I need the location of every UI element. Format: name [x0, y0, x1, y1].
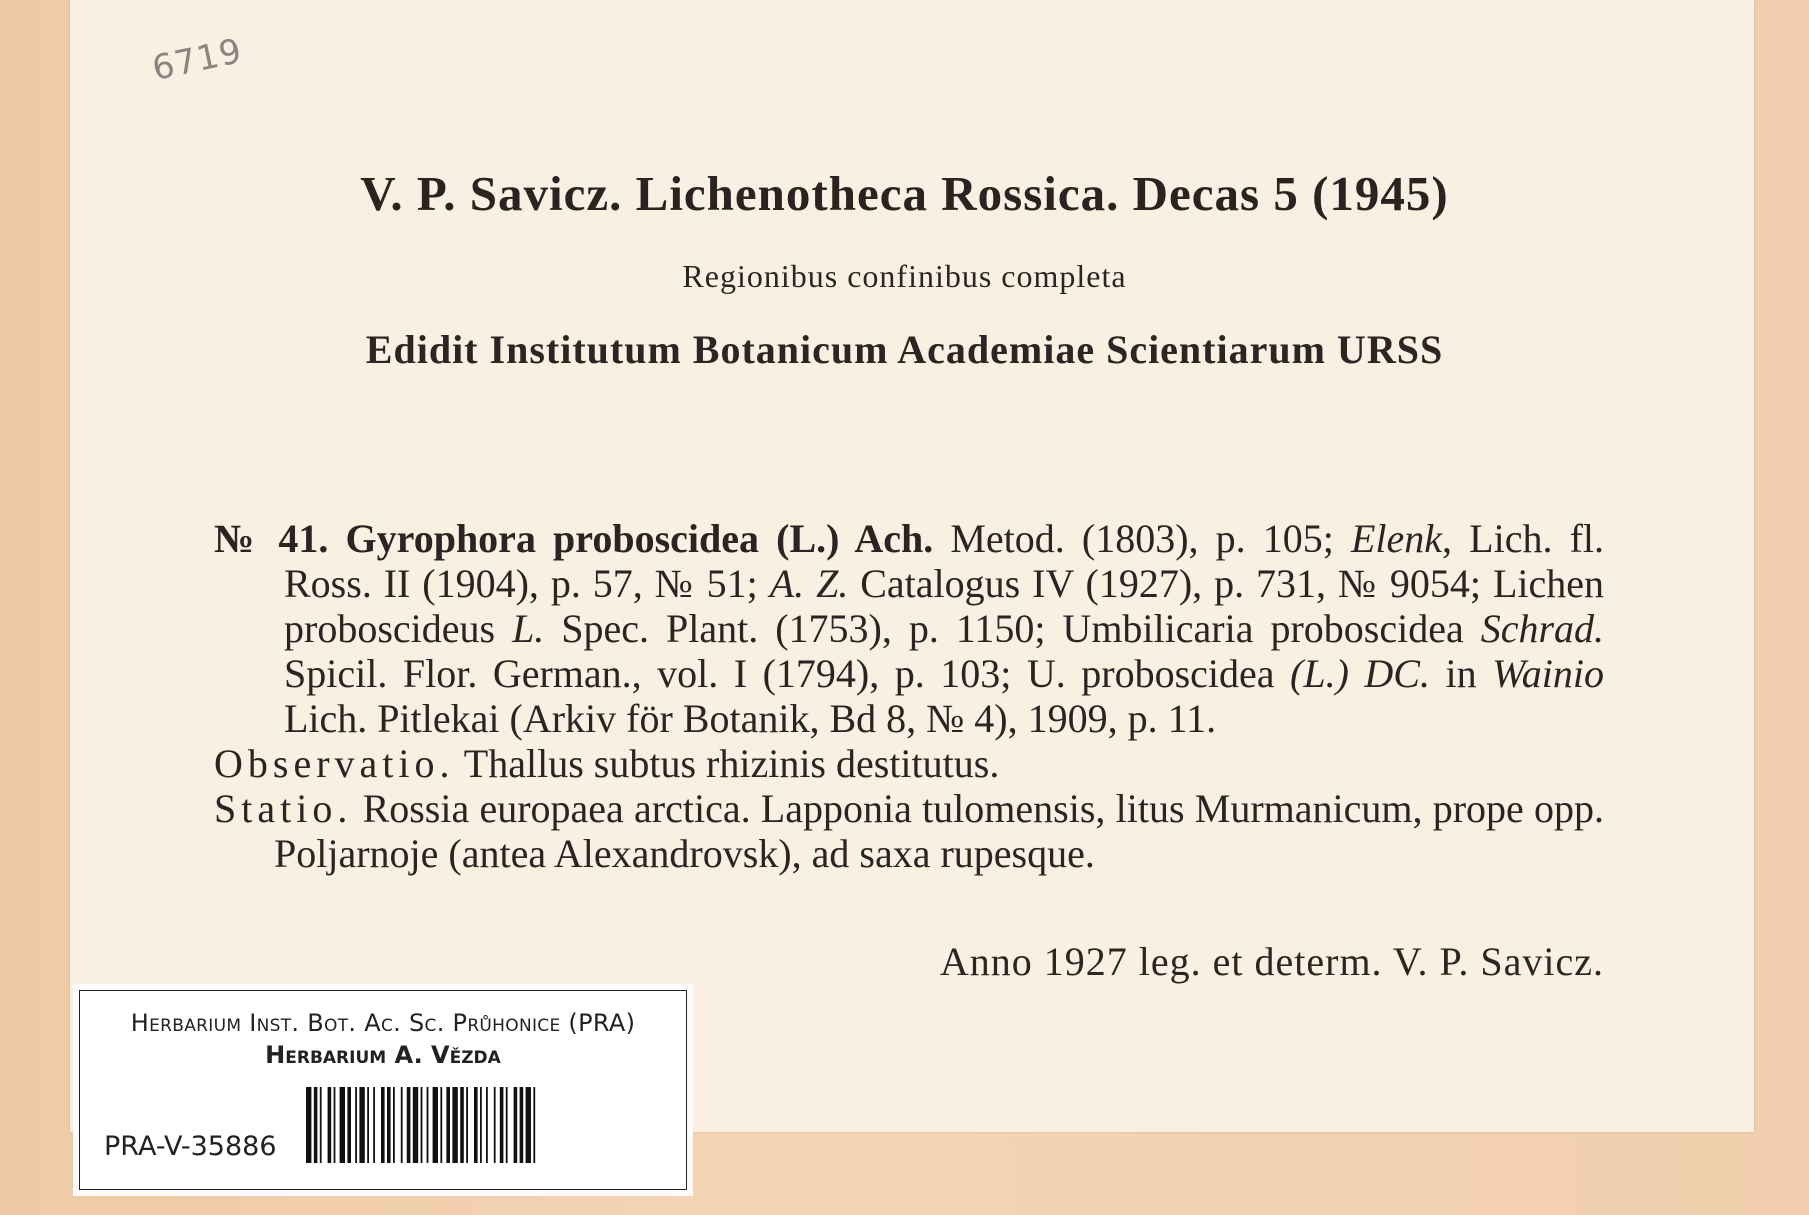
barcode-bar: [328, 1087, 332, 1163]
entry-ref7: Lich. Pitlekai (Arkiv för Botanik, Bd 8, № 4), 1909, p. 11.: [284, 696, 1217, 741]
barcode-bar: [486, 1087, 488, 1163]
barcode-bar: [433, 1087, 438, 1163]
barcode-bar: [314, 1087, 318, 1163]
barcode-bar: [407, 1087, 411, 1163]
entry-citation: [214, 516, 1604, 741]
barcode-icon: [306, 1087, 664, 1163]
specimen-entry: [214, 516, 1604, 876]
barcode-bar: [421, 1087, 423, 1163]
barcode-bar: [367, 1087, 369, 1163]
label-title: V. P. Savicz. Lichenotheca Rossica. Decas 5 (1945): [360, 166, 1449, 221]
barcode-bar: [340, 1087, 345, 1163]
observatio-label: Observatio.: [214, 741, 455, 786]
observatio-text: Thallus subtus rhizinis destitutus.: [454, 741, 1000, 786]
barcode-bar: [474, 1087, 478, 1163]
barcode-bar: [514, 1087, 518, 1163]
entry-ref6: in: [1430, 651, 1493, 696]
label-subtitle: Regionibus confinibus completa: [682, 258, 1127, 294]
handwritten-number: 6719: [148, 31, 246, 89]
entry-ref4: Spec. Plant. (1753), p. 1150; Umbilicaria proboscidea: [544, 606, 1481, 651]
barcode-bar: [359, 1087, 364, 1163]
barcode-bar: [480, 1087, 482, 1163]
barcode-bar: [460, 1087, 464, 1163]
barcode-bar: [520, 1087, 524, 1163]
barcode-bar: [334, 1087, 336, 1163]
herbarium-collection: Herbarium A. Vězda: [265, 1041, 501, 1069]
entry-ref1-author: Elenk: [1350, 516, 1443, 561]
herbarium-institute: Herbarium Inst. Bot. Ac. Sc. Průhonice (PRA): [130, 1009, 636, 1037]
barcode-bar: [494, 1087, 496, 1163]
barcode-bar: [427, 1087, 429, 1163]
barcode-bar: [452, 1087, 457, 1163]
barcode-bar: [355, 1087, 357, 1163]
barcode-bar: [500, 1087, 504, 1163]
entry-ref4-author: Schrad.: [1480, 606, 1605, 651]
entry-ref3: Catalogus IV (1927), p. 731, № 9054; Lichen proboscideus: [284, 561, 1605, 651]
herbarium-label: [79, 990, 687, 1190]
entry-ref2: , Lich. fl. Ross. II (1904), p. 57, № 51;: [284, 516, 1605, 606]
specimen-id: PRA-V-35886: [104, 1131, 277, 1162]
entry-ref1: Metod. (1803), p. 105;: [933, 516, 1351, 561]
entry-ref6-author: Wainio: [1492, 651, 1604, 696]
barcode-bar: [320, 1087, 322, 1163]
barcode-bar: [506, 1087, 508, 1163]
barcode-bar: [466, 1087, 468, 1163]
barcode-bar: [347, 1087, 351, 1163]
entry-number: № 41.: [214, 516, 329, 561]
barcode-bar: [387, 1087, 391, 1163]
entry-ref3-author: L.: [512, 606, 545, 651]
barcode-bar: [533, 1087, 535, 1163]
entry-taxon: Gyrophora proboscidea (L.) Ach.: [345, 516, 934, 561]
barcode-bar: [393, 1087, 395, 1163]
barcode-bar: [413, 1087, 418, 1163]
collector-line: Anno 1927 leg. et determ. V. P. Savicz.: [939, 939, 1604, 984]
entry-ref2-author: A. Z.: [769, 561, 849, 606]
barcode-bar: [446, 1087, 450, 1163]
statio-text: Rossia europaea arctica. Lapponia tulomensis, litus Murmanicum, prope opp. Poljarnoje (antea Alexandrovsk), ad saxa rupesque.: [274, 786, 1604, 876]
barcode-bar: [381, 1087, 385, 1163]
statio-label: Statio.: [214, 786, 353, 831]
entry-observatio: [214, 741, 1604, 786]
entry-ref5: Spicil. Flor. German., vol. I (1794), p. 103; U. proboscidea: [284, 651, 1291, 696]
barcode-bar: [401, 1087, 403, 1163]
barcode-bar: [440, 1087, 442, 1163]
entry-ref5-author: (L.) DC.: [1290, 651, 1430, 696]
barcode-bar: [306, 1087, 311, 1163]
barcode-bar: [526, 1087, 531, 1163]
entry-statio: [214, 786, 1604, 876]
barcode-bar: [373, 1087, 375, 1163]
label-editor: Edidit Institutum Botanicum Academiae Scientiarum URSS: [365, 327, 1444, 372]
